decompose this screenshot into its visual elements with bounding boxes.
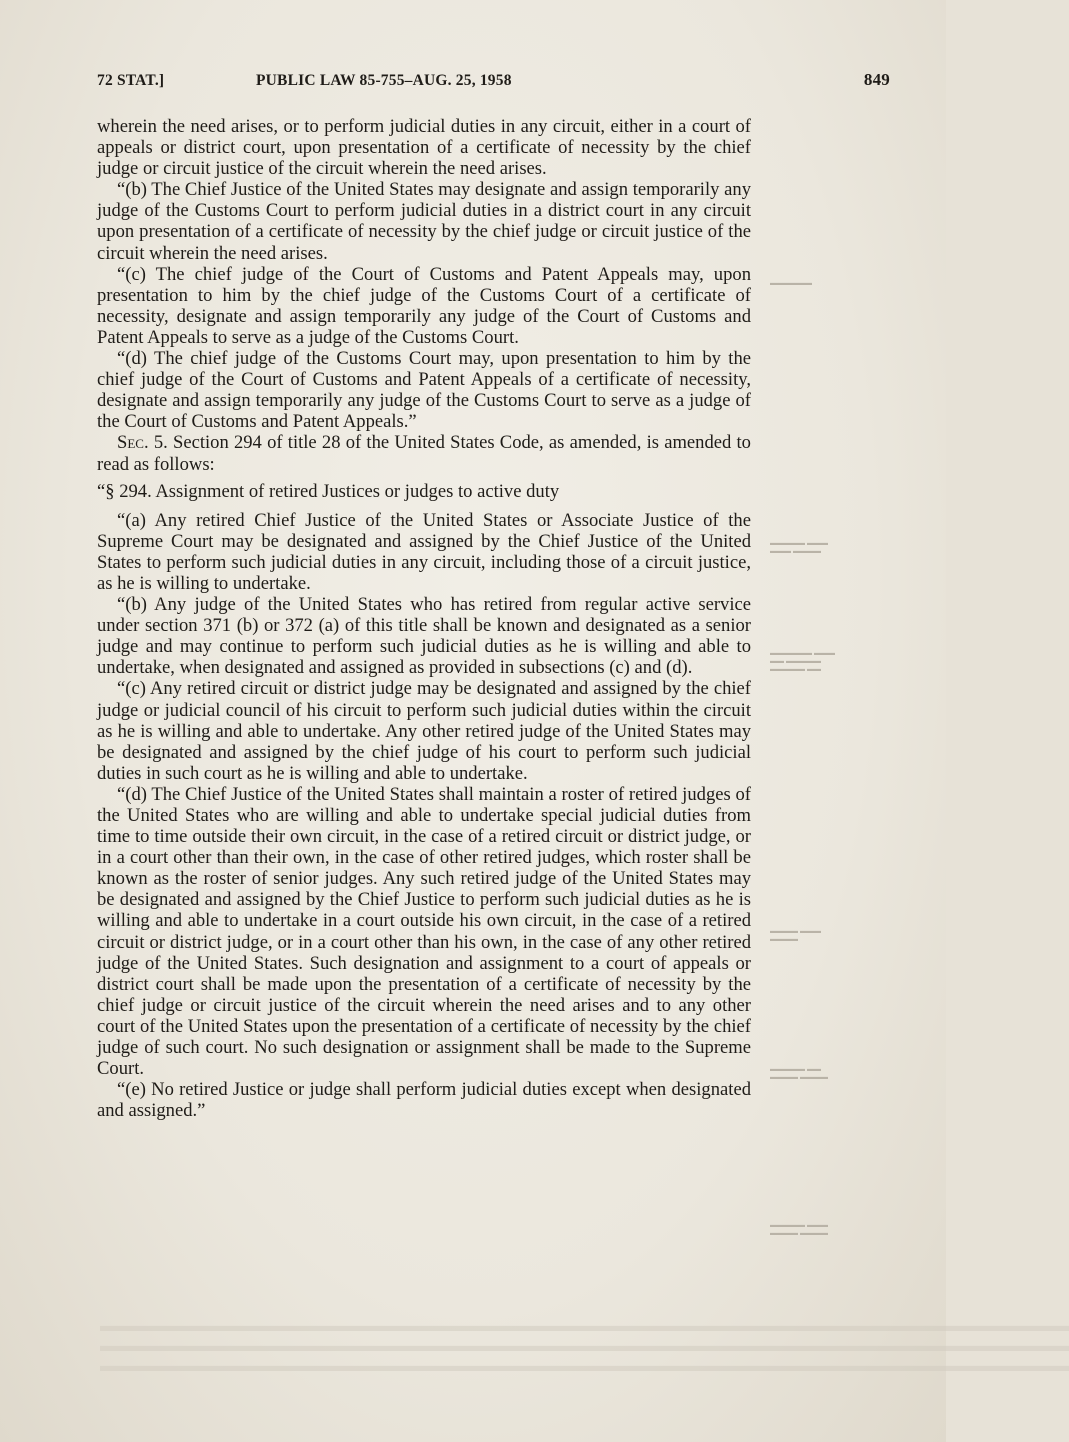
paragraph-text: Section 294 of title 28 of the United States Code, as amended, is amended to read as follows:: [97, 432, 751, 475]
margin-note: ▬▬▬▬▬▬ ▬▬▬ ▬▬ ▬▬▬▬▬ ▬▬▬▬▬ ▬▬: [770, 650, 835, 673]
paragraph: “(c) Any retired circuit or district judge may be designated and assigned by the chief judge or judicial council of his circuit to perform such judicial duties within the circuit as he is willing and able to undertake. Any other retired judge of the United States may be designated and assigned by the chief judge of his court to perform such judicial duties in such court as he is willing and able to undertake.: [97, 678, 751, 784]
margin-note: ▬▬▬▬ ▬▬▬ ▬▬▬▬: [770, 928, 821, 943]
show-through-line: ▬▬▬▬▬▬▬▬▬▬▬▬▬▬▬▬▬▬▬▬▬▬▬▬▬▬▬▬▬▬▬▬▬▬▬▬▬▬▬▬▬▬▬▬▬▬▬▬▬▬▬▬▬▬▬▬▬: [100, 1316, 1069, 1335]
paragraph: “(b) The Chief Justice of the United States may designate and assign temporarily any judge of the Customs Court to perform judicial duties in a district court in any circuit upon presentation of a certificate of necessity by the chief judge or circuit justice of the circuit wherein the need arises.: [97, 179, 751, 264]
page-header: [97, 68, 890, 98]
paragraph: “(d) The chief judge of the Customs Court may, upon presentation to him by the chief judge of the Court of Customs and Patent Appeals of a certificate of necessity, designate and assign temporarily any judge of the Customs Court to serve as a judge of the Court of Customs and Patent Appeals.”: [97, 348, 751, 433]
margin-note: ▬▬▬▬▬ ▬▬ ▬▬▬▬ ▬▬▬▬: [770, 1066, 828, 1081]
margin-note: ▬▬▬▬▬▬: [770, 280, 812, 287]
paragraph: [97, 432, 751, 474]
show-through-line: ▬▬▬▬▬▬▬▬▬▬▬▬▬▬▬▬▬▬▬▬▬▬▬▬▬▬▬▬▬▬▬▬▬▬▬▬▬▬▬▬▬▬▬▬▬▬▬▬▬▬▬▬▬▬▬▬▬: [100, 1336, 1069, 1355]
paragraph: “(c) The chief judge of the Court of Customs and Patent Appeals may, upon presentation to him by the chief judge of the Customs Court of a certificate of necessity, designate and assign temporarily any judge of the Court of Customs and Patent Appeals to serve as a judge of the Customs Court.: [97, 263, 751, 348]
body-text: [97, 116, 751, 1121]
paragraph: “(a) Any retired Chief Justice of the United States or Associate Justice of the Supreme Court may be designated and assigned by the Chief Justice of the United States to perform such judicial duties in any circuit, including those of a circuit justice, as he is willing to undertake.: [97, 509, 751, 594]
margin-note: ▬▬▬▬▬ ▬▬▬ ▬▬▬ ▬▬▬▬: [770, 540, 828, 555]
paragraph: wherein the need arises, or to perform judicial duties in any circuit, either in a court of appeals or district court, upon presentation of a certificate of necessity by the chief judge or circuit justice of the circuit wherein the need arises.: [97, 116, 751, 180]
volume-citation: 72 STAT.]: [97, 72, 165, 89]
section-number: Sec. 5.: [117, 432, 168, 454]
page-number: 849: [863, 70, 890, 89]
margin-note: ▬▬▬▬▬ ▬▬▬ ▬▬▬▬ ▬▬▬▬: [770, 1222, 828, 1237]
paragraph: “(e) No retired Justice or judge shall perform judicial duties except when designated and assigned.”: [97, 1079, 751, 1122]
paragraph: “(b) Any judge of the United States who has retired from regular active service under section 371 (b) or 372 (a) of this title shall be known and designated as a senior judge and may continue to perform such judicial duties as he is willing and able to undertake, when designated and assigned as provided in subsections (c) and (d).: [97, 594, 751, 679]
running-title: PUBLIC LAW 85-755–AUG. 25, 1958: [256, 72, 512, 89]
section-heading: “§ 294. Assignment of retired Justices or judges to active duty: [97, 480, 560, 502]
show-through-line: ▬▬▬▬▬▬▬▬▬▬▬▬▬▬▬▬▬▬▬▬▬▬▬▬▬▬▬▬▬▬▬▬▬▬▬▬▬▬▬▬▬▬▬▬▬▬▬▬▬▬▬▬▬▬▬▬▬: [100, 1356, 1069, 1375]
paragraph: “(d) The Chief Justice of the United States shall maintain a roster of retired judges of the United States who are willing and able to undertake special judicial duties from time to time outside their own circuit, in the case of a retired circuit or district judge, or in a court other than their own, in the case of other retired judges, which roster shall be known as the roster of senior judges. Any such retired judge of the United States may be designated and assigned by the Chief Justice to perform such judicial duties as he is willing and able to undertake in a court outside his own circuit, in the case of a retired circuit or district judge, or in a court other than his own, in the case of any other retired judge of the United States. Such designation and assignment to a court of appeals or district court shall be made upon the presentation of a certificate of necessity by the chief judge or circuit justice of the circuit wherein the need arises and to any other court of the United States upon the presentation of a certificate of necessity by the chief judge of such court. No such designation or assignment shall be made to the Supreme Court.: [97, 783, 751, 1080]
